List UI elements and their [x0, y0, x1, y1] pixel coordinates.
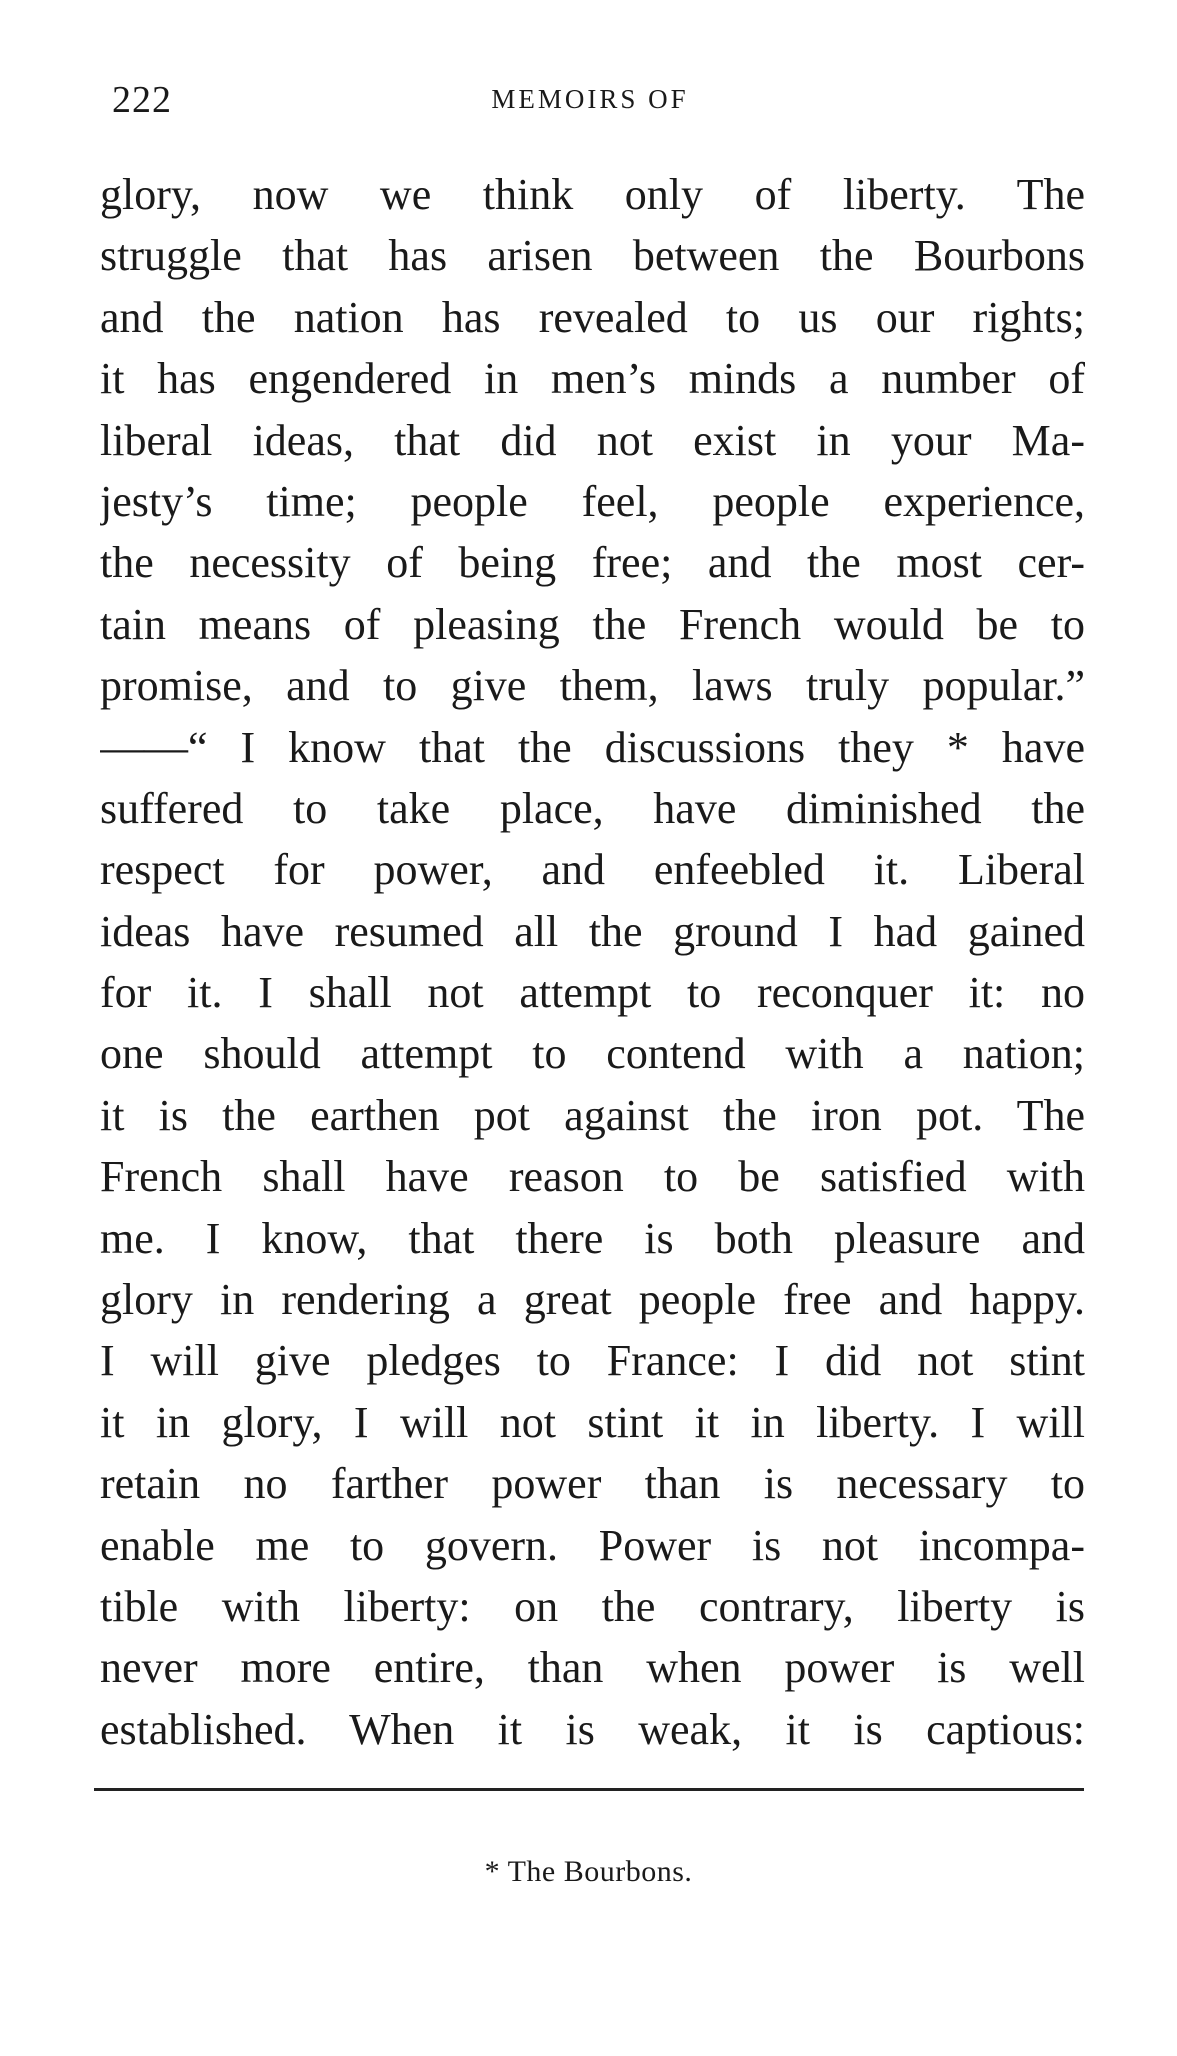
text-line: French shall have reason to be satisfied with	[100, 1152, 1085, 1202]
footnote-rule	[94, 1788, 1084, 1791]
body-text	[100, 164, 1085, 1760]
text-line: and the nation has revealed to us our rights;	[100, 292, 1085, 342]
text-line: I will give pledges to France: I did not stint	[100, 1336, 1085, 1386]
footnote: * The Bourbons.	[484, 1855, 693, 1888]
text-line: ——“ I know that the discussions they * have	[100, 722, 1085, 772]
text-line: it has engendered in men’s minds a number of	[100, 354, 1085, 404]
text-line: suffered to take place, have diminished the	[100, 783, 1085, 833]
text-line: enable me to govern. Power is not incompa-	[100, 1520, 1085, 1570]
text-line: one should attempt to contend with a nation;	[100, 1029, 1085, 1079]
text-line: glory, now we think only of liberty. The	[100, 170, 1085, 219]
text-line: struggle that has arisen between the Bourbons	[100, 231, 1085, 281]
text-line: never more entire, than when power is well	[100, 1643, 1085, 1693]
text-line: for it. I shall not attempt to reconquer it: no	[100, 968, 1085, 1018]
text-line: established. When it is weak, it is captious:	[100, 1704, 1085, 1754]
page-number: 222	[112, 79, 172, 121]
running-head	[100, 78, 1080, 122]
running-title: MEMOIRS OF	[491, 84, 689, 114]
text-line: the necessity of being free; and the most cer-	[100, 538, 1085, 588]
text-line: me. I know, that there is both pleasure and	[100, 1213, 1085, 1263]
text-line: retain no farther power than is necessary to	[100, 1459, 1085, 1509]
text-line: it is the earthen pot against the iron pot. The	[100, 1090, 1085, 1140]
text-line: tain means of pleasing the French would be to	[100, 599, 1085, 649]
text-line: jesty’s time; people feel, people experience,	[100, 476, 1085, 526]
text-line: ideas have resumed all the ground I had gained	[100, 906, 1085, 956]
text-line: promise, and to give them, laws truly popular.”	[100, 661, 1085, 711]
text-line: it in glory, I will not stint it in liberty. I will	[100, 1397, 1085, 1447]
text-line: tible with liberty: on the contrary, liberty is	[100, 1581, 1085, 1631]
text-line: glory in rendering a great people free and happy.	[100, 1275, 1085, 1325]
text-line: respect for power, and enfeebled it. Liberal	[100, 845, 1085, 895]
text-line: liberal ideas, that did not exist in your Ma-	[100, 415, 1085, 465]
